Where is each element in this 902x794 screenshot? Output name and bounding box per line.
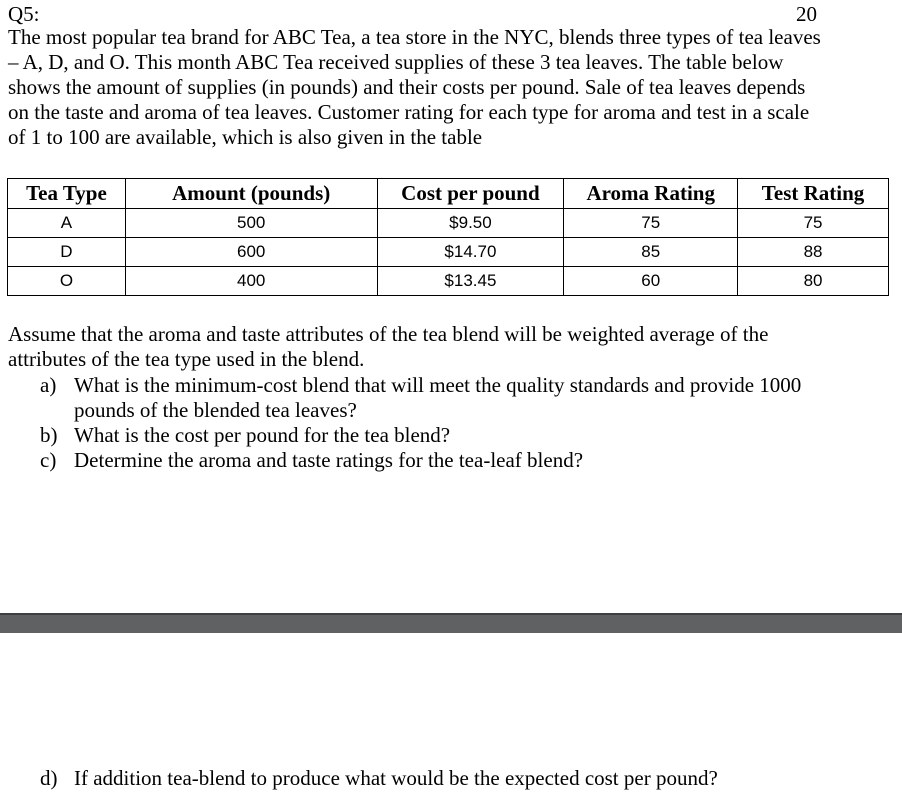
header-tea-type: Tea Type (8, 179, 126, 209)
intro-paragraph (8, 25, 893, 150)
header-amount: Amount (pounds) (125, 179, 377, 209)
table-header-row (8, 179, 889, 209)
table-row (8, 238, 889, 267)
cell-cost: $13.45 (377, 267, 564, 296)
cell-test: 75 (738, 209, 889, 238)
assumption-line: attributes of the tea type used in the blend. (8, 347, 365, 371)
cell-test: 88 (738, 238, 889, 267)
question-d-text: If addition tea-blend to produce what would be the expected cost per pound? (74, 766, 718, 790)
cell-aroma: 75 (564, 209, 738, 238)
question-points: 20 (796, 2, 817, 26)
intro-line: shows the amount of supplies (in pounds) and their costs per pound. Sale of tea leaves depends (8, 75, 806, 99)
tea-supply-table (7, 178, 889, 296)
cell-amount: 500 (125, 209, 377, 238)
cell-amount: 400 (125, 267, 377, 296)
question-a-line: What is the minimum-cost blend that will meet the quality standards and provide 1000 (74, 373, 802, 397)
question-a (40, 373, 890, 423)
question-number: Q5: (8, 2, 40, 26)
cell-aroma: 60 (564, 267, 738, 296)
table-row (8, 209, 889, 238)
question-b-label: b) (40, 423, 58, 447)
cell-amount: 600 (125, 238, 377, 267)
cell-test: 80 (738, 267, 889, 296)
intro-line: of 1 to 100 are available, which is also given in the table (8, 125, 483, 149)
cell-tea-type: D (8, 238, 126, 267)
cell-tea-type: A (8, 209, 126, 238)
question-c-label: c) (40, 448, 57, 472)
intro-line: on the taste and aroma of tea leaves. Customer rating for each type for aroma and test in a scale (8, 100, 810, 124)
cell-tea-type: O (8, 267, 126, 296)
header-aroma-rating: Aroma Rating (564, 179, 738, 209)
question-a-line: pounds of the blended tea leaves? (74, 398, 357, 422)
intro-line: The most popular tea brand for ABC Tea, a tea store in the NYC, blends three types of tea leaves (8, 25, 821, 49)
header-cost-per-pound: Cost per pound (377, 179, 564, 209)
cell-cost: $9.50 (377, 209, 564, 238)
cell-aroma: 85 (564, 238, 738, 267)
question-b (40, 423, 890, 448)
header-test-rating: Test Rating (738, 179, 889, 209)
table-row (8, 267, 889, 296)
question-list (40, 373, 890, 473)
intro-line: – A, D, and O. This month ABC Tea received supplies of these 3 tea leaves. The table below (8, 50, 784, 74)
assumption-line: Assume that the aroma and taste attributes of the tea blend will be weighted average of the (8, 322, 769, 346)
question-c-line: Determine the aroma and taste ratings for the tea-leaf blend? (74, 448, 584, 472)
assumption-paragraph (8, 322, 893, 372)
page-divider-bar (0, 613, 902, 633)
question-a-label: a) (40, 373, 57, 397)
question-d-label: d) (40, 766, 58, 790)
question-b-line: What is the cost per pound for the tea blend? (74, 423, 451, 447)
question-c (40, 448, 890, 473)
cell-cost: $14.70 (377, 238, 564, 267)
question-d (40, 766, 718, 791)
